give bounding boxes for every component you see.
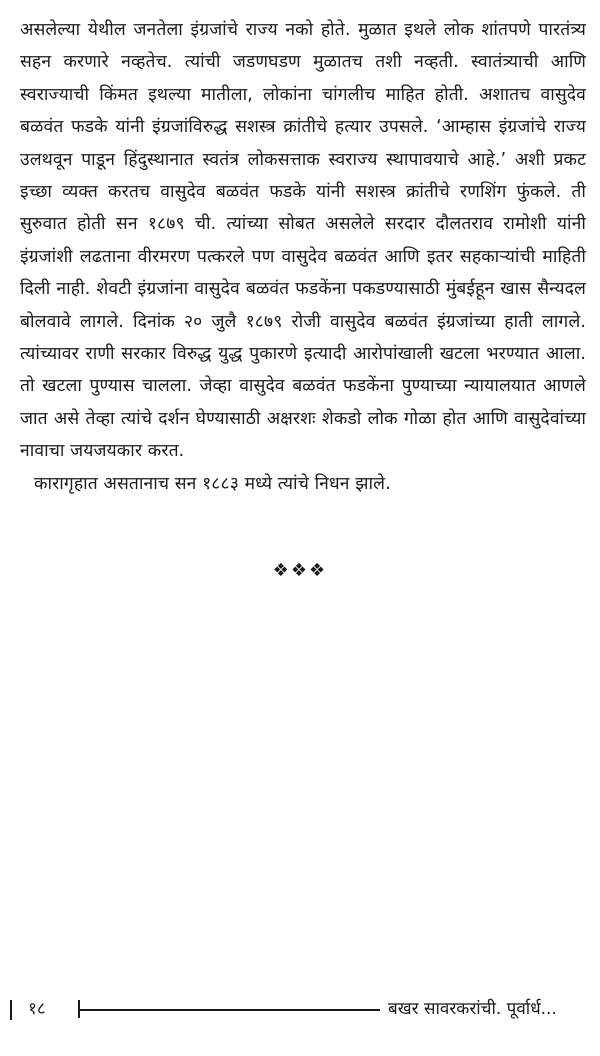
paragraph-main: असलेल्या येथील जनतेला इंग्रजांचे राज्य नको होते. मुळात इथले लोक शांतपणे पारतंत्र्य सहन करणारे नव्हतेच. त्यांची जडणघडण मुळातच तशी नव्हती. स्वातंत्र्याची आणि स्वराज्याची किंमत इथल्या मातीला, लोकांना चांगलीच माहित होती. अशातच वासुदेव बळवंत फडके यांनी इंग्रजांविरुद्ध सशस्त्र क्रांतीचे हत्यार उपसले. ‘आम्हास इंग्रजांचे राज्य उलथवून पाडून हिंदुस्थानात स्वतंत्र लोकसत्ताक स्वराज्य स्थापावयाचे आहे.’ अशी प्रकट इच्छा व्यक्त करतच वासुदेव बळवंत फडके यांनी सशस्त्र क्रांतीचे रणशिंग फुंकले. ती सुरुवात होती सन १८७९ ची. त्यांच्या सोबत असलेले सरदार दौलतराव रामोशी यांनी इंग्रजांशी लढताना वीरमरण पत्करले पण वासुदेव बळवंत आणि इतर सहकाऱ्यांची माहिती दिली नाही. शेवटी इंग्रजांना वासुदेव बळवंत फडकेंना पकडण्यासाठी मुंबईहून खास सैन्यदल बोलवावे लागले. दिनांक २० जुलै १८७९ रोजी वासुदेव बळवंत इंग्रजांच्या हाती लागले. त्यांच्यावर राणी सरकार विरुद्ध युद्ध पुकारणे इत्यादी आरोपांखाली खटला भरण्यात आला. तो खटला पुण्यास चालला. जेव्हा वासुदेव बळवंत फडकेंना पुण्याच्या न्यायालयात आणले जात असे तेव्हा त्यांचे दर्शन घेण्यासाठी अक्षरशः शेकडो लोक गोळा होत आणि वासुदेवांच्या नावाचा जयजयकार करत. xyxy=(20,20,586,462)
paragraph-closing: कारागृहात असतानाच सन १८८३ मध्ये त्यांचे निधन झाले. xyxy=(34,473,391,494)
page-number: १८ xyxy=(28,999,46,1019)
footer-left-bar xyxy=(10,1000,12,1020)
running-title: बखर सावरकरांची. पूर्वार्ध... xyxy=(388,999,557,1019)
section-ornament: ❖❖❖ xyxy=(272,560,328,581)
page-footer xyxy=(0,996,600,1026)
footer-rule xyxy=(80,1009,380,1011)
body-text xyxy=(20,14,586,500)
